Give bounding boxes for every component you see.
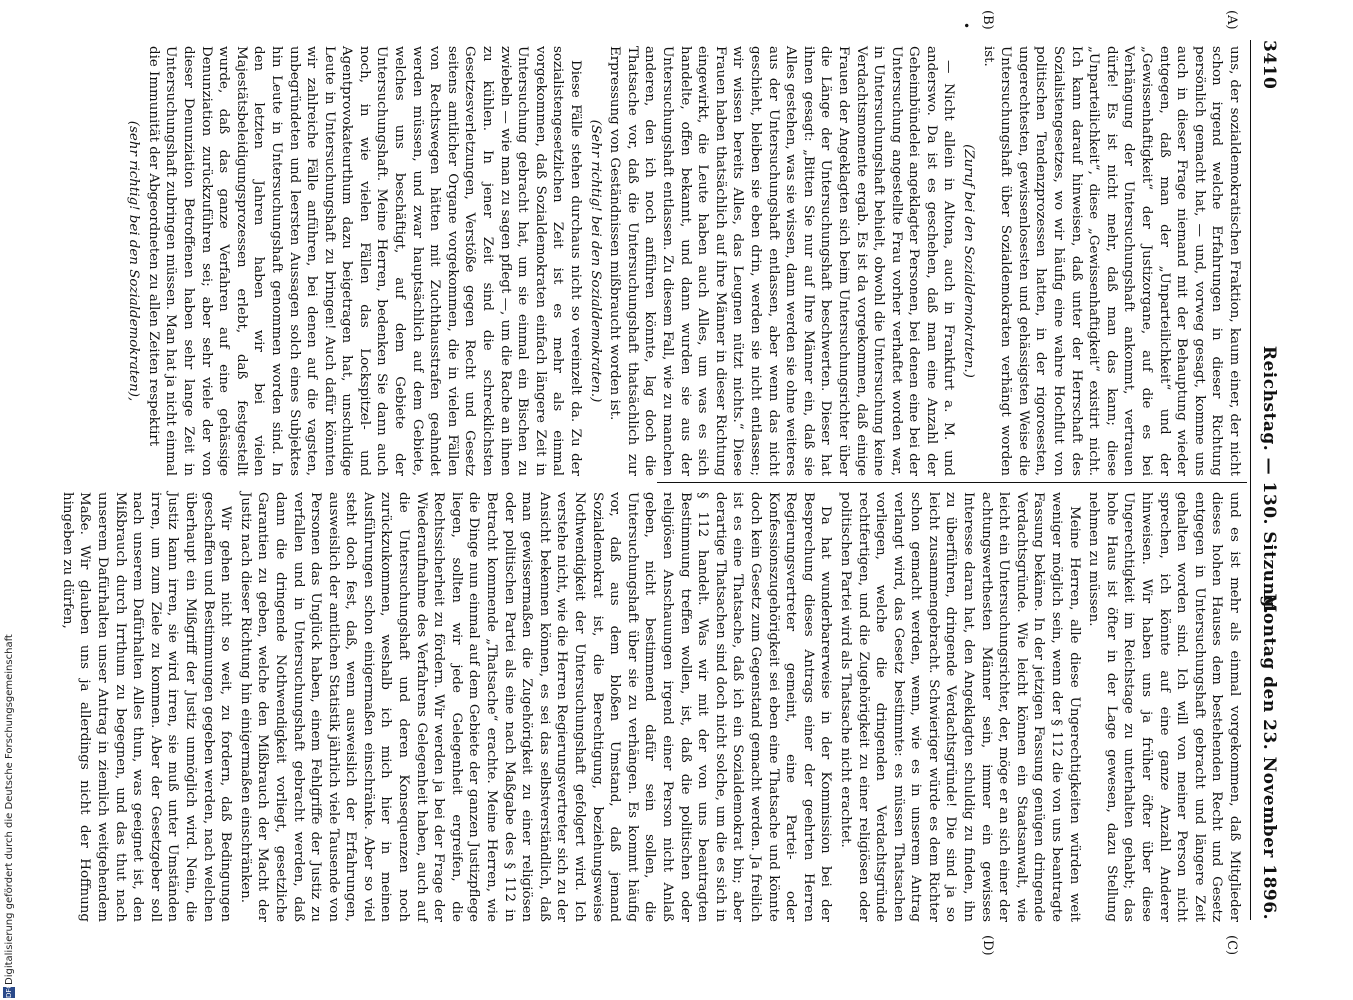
paragraph: — Nicht allein in Altona, auch in Frankfurt a. M. und anderswo. Da ist es geschehen, daß man eine Anzahl der Geheimbündelei angeklagter Personen, bei denen eine bei der Untersuchung angestellte Frau vorher verhaftet worden war, in Untersuchungshaft behielt, obwohl die Untersuchung keine Verdachtsmomente ergab. Es ist da vorgekommen, daß einige Frauen der Angeklagten sich beim Untersuchungsrichter über die Länge der Untersuchungshaft beschwerten. Dieser hat ihnen gesagt: „Bitten Sie nur auf Ihre Männer ein, daß sie Alles gestehen, was sie wissen, dann werden sie ohne weiteres aus der Untersuchungshaft entlassen, aber wenn das nicht geschieht, bleiben sie eben drin, werden sie nicht entlassen; wir wissen bereits Alles, das Leugnen nützt nichts.“ Diese Frauen haben thatsächlich auf ihre Männer in dieser Richtung eingewirkt, die Leute haben auch Alles, um was es sich handelte, offen bekannt, und dann wurden sie aus der Untersuchungshaft entlassen. Zu diesem Fall, wie zu manchen anderen, den ich noch anführen könnte, lag doch die Thatsache vor, daß die Untersuchungshaft thatsächlich zur Erpressung von Geständnissen mißbraucht worden ist.	[607, 46, 957, 476]
paragraph: Wir gehen nicht so weit, zu fordern, daß Bedingungen geschaffen und Bestimmungen gegeben werden, nach welchen überhaupt ein Mißgriff der Justiz unmöglich wird. Nein, die Justiz kann irren, sie wird irren, sie muß unter Umständen irren, um zum Ziele zu kommen. Aber der Gesetzgeber soll nach unserem Dafürhalten Alles thun, was geeignet ist, den Mißbrauch durch Irrthum zu begegnen, und das thut nach unserem Dafürhalten unser Antrag in ziemlich weitgehendem Maße. Wir glauben uns ja allerdings nicht der Hoffnung hingeben zu dürfen,	[59, 492, 234, 922]
digitization-credit	[0, 0, 20, 1000]
margin-marker-c: (C)	[1224, 935, 1239, 956]
paragraph: und es ist mehr als einmal vorgekommen, daß Mitglieder dieses hohen Hauses dem bestehenden Recht und Gesetz entgegen in Untersuchungshaft gebracht und längere Zeit gehalten worden sind. Ich will von meiner Person nicht sprechen, ich könnte auf eine ganze Anzahl Anderer hinweisen. Wir haben uns ja früher öfter über diese Ungerechtigkeit im Reichstage zu unterhalten gehabt; das hohe Haus ist öfter in der Lage gewesen, dazu Stellung nehmen zu müssen.	[1086, 492, 1242, 922]
margin-marker-d: (D)	[980, 935, 995, 956]
interjection: (Sehr richtig! bei den Sozialdemokraten.)	[587, 119, 603, 403]
paragraph: uns, der sozialdemokratischen Fraktion, kaum einer, der nicht schon irgend welche Erfahrungen in dieser Richtung persönlich gemacht hat, — und, vorweg gesagt, komme uns auch in dieser Frage niemand mit der Behauptung wieder entgegen, daß man der „Unparteilichkeit“ und der „Gewissenhaftigkeit“ der Justizorgane, auf die es bei Verhängung der Untersuchungshaft ankommt, vertrauen dürfe! Es ist nicht mehr, daß man das kann; diese „Unparteilichkeit“, diese „Gewissenhaftigkeit“ existirt nicht. Ich kann darauf hinweisen, daß unter der Herrschaft des Sozialistengesetzes, wo wir häufig eine wahre Hochflut von politischen Tendenzprozessen hatten, in der rigorosesten, ungerechtesten, gewissenlosesten und gehässigsten Weise die Untersuchungshaft über Sozialdemokraten verhängt worden ist.	[980, 46, 1242, 476]
column-divider	[657, 482, 1247, 483]
header-rule	[1250, 40, 1251, 920]
paragraph: Da hat wunderbarerweise in der Kommission bei der Besprechung dieses Antrags einer der geehrten Herren Regierungsvertreter gemeint, eine Partei- oder Konfessionszugehörigkeit sei eben eine Thatsache und könnte doch kein Gesetz zum Gegenstand gemacht werden. Ja freilich ist es eine Thatsache, daß ich ein Sozialdemokrat bin; aber derartige Thatsachen sind doch nicht solche, um die es sich in § 112 handelt. Was wir mit der von uns beantragten Bestimmung treffen wollen, ist, daß die politischen oder religiösen Anschauungen irgend einer Person nicht Anlaß geben, nicht bestimmend dafür sein sollen, die Untersuchungshaft über sie zu verhängen. Es kommt häufig vor, daß aus dem bloßen Umstand, daß jemand Sozialdemokrat ist, die Berechtigung, beziehungsweise Nothwendigkeit der Untersuchungshaft gefolgert wird. Ich verstehe nicht, wie die Herren Regierungsvertreter sich zu der Ansicht bekennen können, es sei das selbstverständlich, daß man gewissermaßen die Zugehörigkeit zu einer religiösen oder politischen Partei als eine nach Maßgabe des § 112 in Betracht kommende „Thatsache“ erachte. Meine Herren, wie die Dinge nun einmal auf dem Gebiete der ganzen Justizpflege liegen, sollten wir jede Gelegenheit ergreifen, die Rechtssicherheit zu fördern. Wir werden ja bei der Frage der Wiederaufnahme des Verfahrens Gelegenheit haben, auch auf die Untersuchungshaft und deren Konsequenzen noch zurückzukommen, weshalb ich mich hier in meinen Ausführungen schon einigermaßen einschränke. Aber so viel steht doch fest, daß, wenn ausweislich der Erfahrungen, ausweislich der amtlichen Statistik jährlich viele Tausende von Personen das Unglück haben, einem Fehlgriffe der Justiz zu verfallen und in Untersuchungshaft gebracht werden, daß dann die dringende Nothwendigkeit vorliegt, gesetzliche Garantien zu geben, welche den Mißbrauch der Macht der Justiz nach dieser Richtung hin einigermaßen einschränken.	[237, 492, 834, 922]
page-number: 3410	[1259, 40, 1279, 90]
session-date: Montag den 23. November 1896.	[1259, 593, 1279, 920]
paragraph: Meine Herren, alle diese Ungerechtigkeiten würden weit weniger möglich sein, wenn der § 112 die von uns beantragte Fassung bekäme. In der jetzigen Fassung genügen dringende Verdachtsgründe. Wie leicht können ein Staatsanwalt, wie leicht ein Untersuchungsrichter, der, möge er an sich einer der achtungswerthesten Männer sein, immer ein gewisses Interesse daran hat, den Angeklagten schuldig zu finden, ihn zu überführen, dringende Verdachtsgründe! Die sind ja so leicht zusammengebracht. Schwieriger würde es dem Richter schon gemacht werden, wenn, wie es in unserem Antrag verlangt wird, das Gesetz bestimmte: es müssen Thatsachen vorliegen, welche die dringenden Verdachtsgründe rechtfertigen, und die Zugehörigkeit zu einer religiösen oder politischen Partei wird als Thatsache nicht erachtet.	[837, 492, 1082, 922]
session-title: Reichstag. — 130. Sitzung.	[1259, 345, 1279, 615]
margin-bullet: •	[959, 22, 973, 30]
margin-marker-b: (B)	[980, 10, 995, 30]
page-header	[1253, 40, 1283, 920]
margin-marker-a: (A)	[1224, 10, 1239, 30]
interjection: (sehr richtig! bei den Sozialdemokraten),	[126, 120, 142, 402]
paragraph: Diese Fälle stehen durchaus nicht so vereinzelt da. Zu der sozialistengesetzlichen Zeit ist es mehr als einmal vorgekommen, daß Sozialdemokraten einfach längere Zeit in Untersuchung gebracht hat, um sie einmal ein Bischen zu zwiebeln — wie man zu sagen pflegt —, um die Rache an ihnen zu kühlen. In jener Zeit sind die schrecklichsten Gesetzesverletzungen, Verstöße gegen Recht und Gesetz seitens amtlicher Organe vorgekommen, die in vielen Fällen von Rechtswegen hätten mit Zuchthausstrafen geahndet werden müssen, und zwar hauptsächlich auf dem Gebiete, welches uns beschäftigt, auf dem Gebiete der Untersuchungshaft. Meine Herren, bedenken Sie dann auch noch, in wie vielen Fällen das Lockspitzel- und Agentprovokateurthum dazu beigetragen hat, unschuldige Leute in Untersuchungshaft zu bringen! Auch dafür könnten wir zahlreiche Fälle anführen, bei denen auf die vagsten, unbegründeten und leersten Aussagen solch eines Subjektes hin Leute in Untersuchungshaft genommen worden sind. In den letzten Jahren haben wir bei vielen Majestätsbeleidigungsprozessen erlebt, daß festgestellt wurde, daß das ganze Verfahren auf eine gehässige Denunziation zurückzuführen sei; aber sehr viele der von dieser Denunziation Betroffenen haben sehr lange Zeit in Untersuchungshaft zubringen müssen. Man hat ja nicht einmal die Immunität der Abgeordneten zu allen Zeiten respektirt	[145, 46, 584, 476]
left-column	[126, 46, 1243, 476]
credit-text: Digitalisierung gefördert durch die Deutsche Forschungsgemeinschaft	[4, 634, 15, 985]
rotated-page-frame	[5, 0, 1295, 1000]
dfg-logo-icon: DFG	[5, 983, 13, 998]
right-column	[59, 492, 1243, 922]
interjection: (Zuruf bei den Sozialdemokraten.)	[961, 144, 977, 378]
